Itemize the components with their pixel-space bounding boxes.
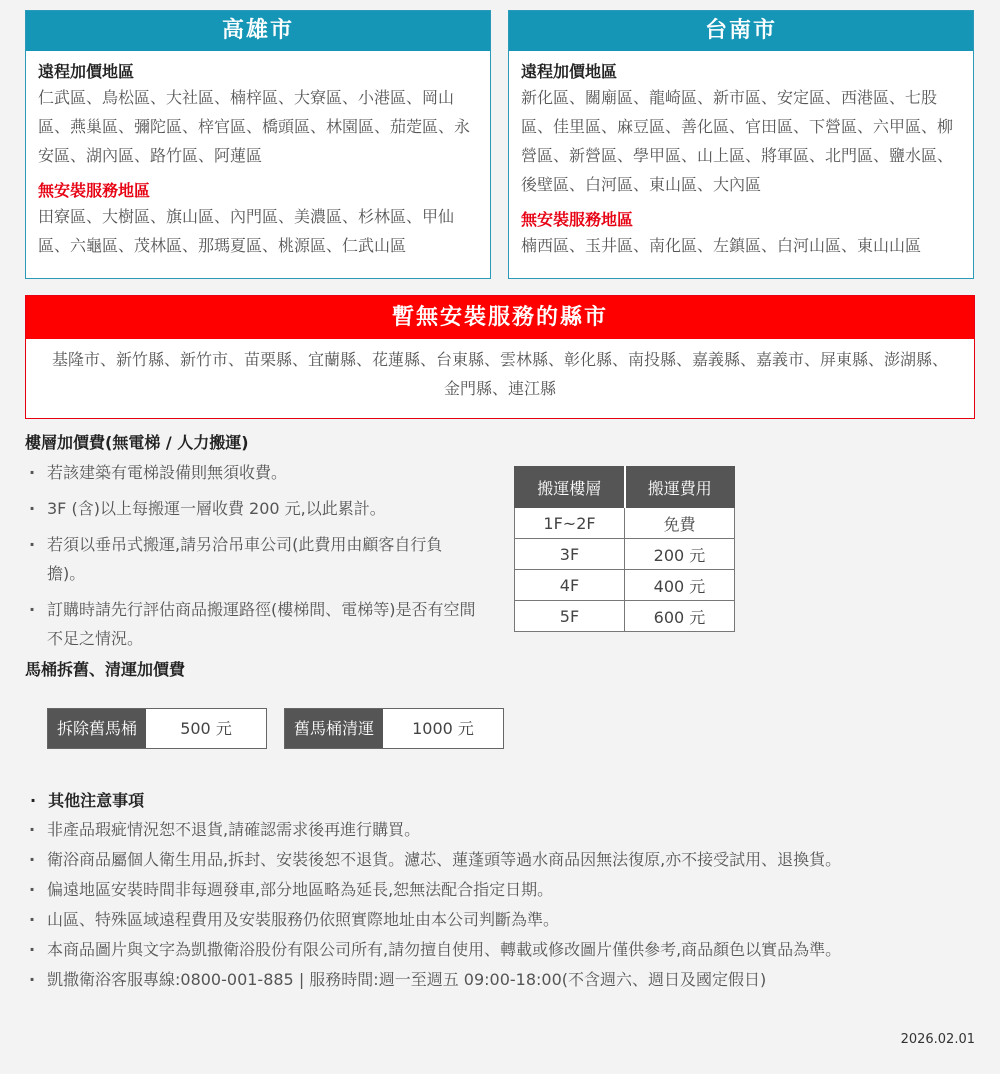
floor-note: · 3F (含)以上每搬運一層收費 200 元,以此累計。 xyxy=(25,494,480,523)
table-cell-floor: 1F~2F xyxy=(515,508,625,539)
floor-note: · 若須以垂吊式搬運,請另洽吊車公司(此費用由顧客自行負擔)。 xyxy=(25,530,480,588)
kaohsiung-box xyxy=(25,10,491,279)
kaohsiung-remote-areas: 仁武區、鳥松區、大社區、楠梓區、大寮區、小港區、岡山區、燕巢區、彌陀區、梓官區、橋頭區、林園區、茄萣區、永安區、湖內區、路竹區、阿蓮區 xyxy=(38,88,471,165)
no-service-counties-text: 基隆市、新竹縣、新竹市、苗栗縣、宜蘭縣、花蓮縣、台東縣、雲林縣、彰化縣、南投縣、嘉義縣、嘉義市、屏東縣、澎湖縣、金門縣、連江縣 xyxy=(51,350,948,398)
floor-fee-table xyxy=(514,466,735,632)
note-item: · 凱撒衛浴客服專線:0800-001-885 | 服務時間:週一至週五 09:00-18:00(不含週六、週日及國定假日) xyxy=(25,965,985,995)
table-cell-floor: 4F xyxy=(515,570,625,601)
tainan-no-service-areas: 楠西區、玉井區、南化區、左鎮區、白河山區、東山山區 xyxy=(521,236,922,255)
kaohsiung-no-service-title: 無安裝服務地區 xyxy=(38,181,151,200)
kaohsiung-no-service-areas: 田寮區、大樹區、旗山區、內門區、美濃區、杉林區、甲仙區、六龜區、茂林區、那瑪夏區、桃源區、仁武山區 xyxy=(38,207,455,255)
clean-toilet-price: 1000 元 xyxy=(412,719,474,738)
tainan-box xyxy=(508,10,974,279)
table-row xyxy=(515,508,735,539)
table-header-fee: 搬運費用 xyxy=(625,467,735,508)
kaohsiung-remote-title: 遠程加價地區 xyxy=(38,62,135,81)
remove-toilet-price: 500 元 xyxy=(180,719,232,738)
table-row xyxy=(515,601,735,632)
table-header-floor: 搬運樓層 xyxy=(515,467,625,508)
note-item: · 衛浴商品屬個人衛生用品,拆封、安裝後恕不退貨。濾芯、蓮蓬頭等過水商品因無法復原,亦不接受試用、退換貨。 xyxy=(25,845,985,875)
table-cell-floor: 5F xyxy=(515,601,625,632)
floor-notes-list xyxy=(25,458,480,660)
table-cell-fee: 200 元 xyxy=(625,539,735,570)
table-cell-fee: 600 元 xyxy=(625,601,735,632)
tainan-remote-title: 遠程加價地區 xyxy=(521,62,618,81)
floor-note: · 訂購時請先行評估商品搬運路徑(樓梯間、電梯等)是否有空間不足之情況。 xyxy=(25,595,480,653)
no-service-counties-title: 暫無安裝服務的縣市 xyxy=(26,296,974,339)
note-item: · 偏遠地區安裝時間非每週發車,部分地區略為延長,恕無法配合指定日期。 xyxy=(25,875,985,905)
table-cell-fee: 400 元 xyxy=(625,570,735,601)
table-row xyxy=(515,539,735,570)
floor-surcharge-title: 樓層加價費(無電梯 / 人力搬運) xyxy=(25,433,249,452)
document-date: 2026.02.01 xyxy=(900,1032,975,1047)
table-cell-floor: 3F xyxy=(515,539,625,570)
floor-note: · 若該建築有電梯設備則無須收費。 xyxy=(25,458,480,487)
remove-toilet-label: 拆除舊馬桶 xyxy=(48,709,146,748)
note-item: · 非產品瑕疵情況恕不退貨,請確認需求後再進行購買。 xyxy=(25,815,985,845)
table-cell-fee: 免費 xyxy=(625,508,735,539)
no-service-counties-box xyxy=(25,295,975,419)
tainan-remote-areas: 新化區、關廟區、龍崎區、新市區、安定區、西港區、七股區、佳里區、麻豆區、善化區、官田區、下營區、六甲區、柳營區、新營區、學甲區、山上區、將軍區、北門區、鹽水區、後壁區、白河區、東山區、大內區 xyxy=(521,88,954,194)
clean-toilet-price-box xyxy=(284,708,504,749)
tainan-title: 台南市 xyxy=(509,11,973,51)
other-notes-list xyxy=(25,815,985,995)
tainan-no-service-title: 無安裝服務地區 xyxy=(521,210,634,229)
clean-toilet-label: 舊馬桶清運 xyxy=(285,709,383,748)
table-row xyxy=(515,570,735,601)
kaohsiung-title: 高雄市 xyxy=(26,11,490,51)
note-item: · 本商品圖片與文字為凱撒衛浴股份有限公司所有,請勿擅自使用、轉載或修改圖片僅供參考,商品顏色以實品為準。 xyxy=(25,935,985,965)
other-notes-title: · 其他注意事項 xyxy=(25,788,144,811)
toilet-surcharge-title: 馬桶拆舊、清運加價費 xyxy=(25,660,186,679)
note-item: · 山區、特殊區域遠程費用及安裝服務仍依照實際地址由本公司判斷為準。 xyxy=(25,905,985,935)
remove-toilet-price-box xyxy=(47,708,267,749)
